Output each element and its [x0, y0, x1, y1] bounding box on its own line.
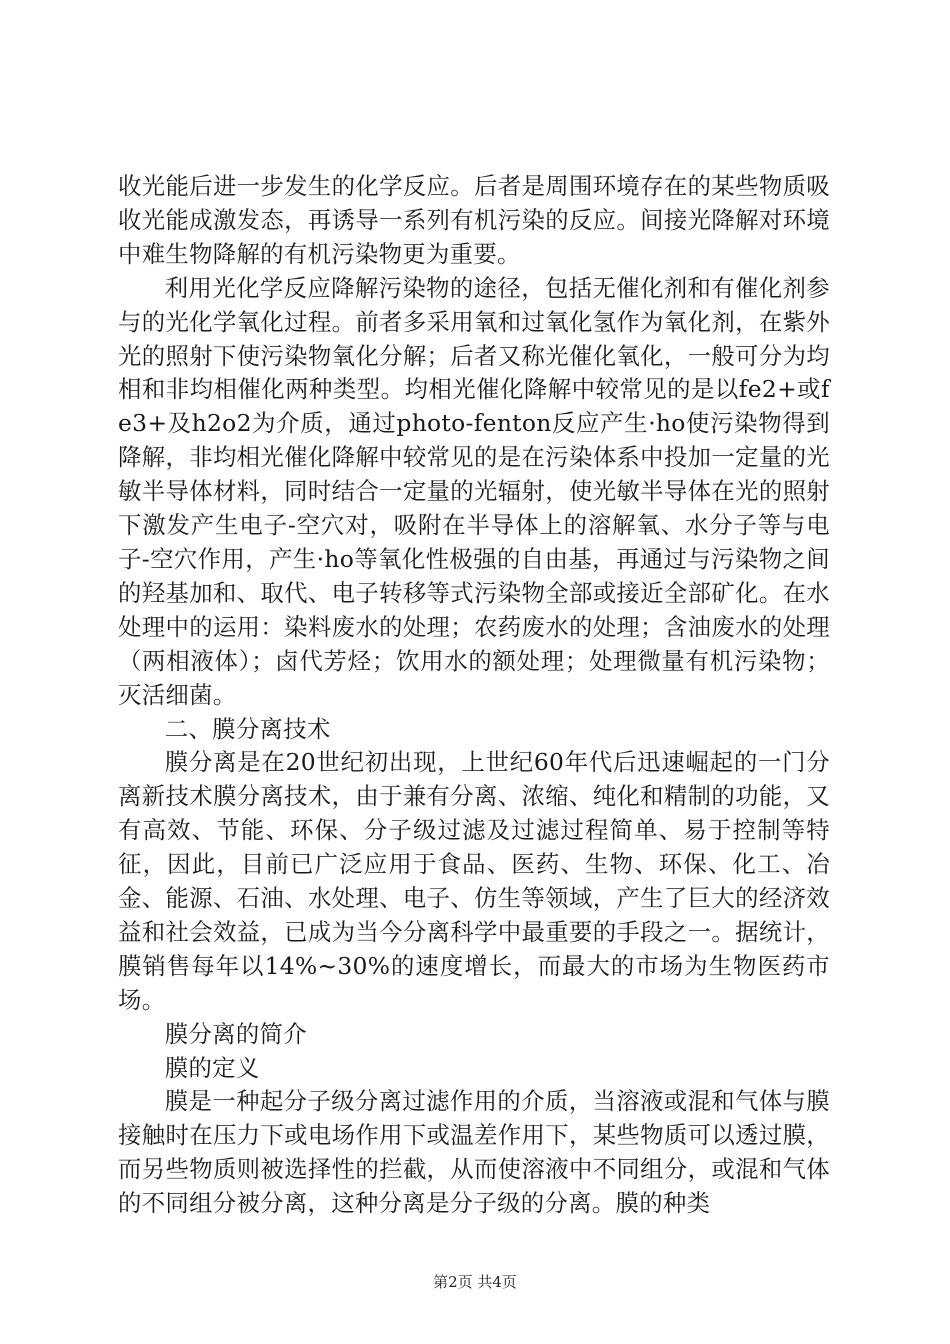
- document-body: [118, 170, 830, 1221]
- paragraph-membrane-definition: 膜是一种起分子级分离过滤作用的介质，当溶液或混和气体与膜接触时在压力下或电场作用下或温差作用下，某些物质可以透过膜，而另些物质则被选择性的拦截，从而使溶液中不同组分，或混和气体的不同组分被分离，这种分离是分子级的分离。膜的种类: [118, 1087, 830, 1218]
- section-heading-membrane-separation: 二、膜分离技术: [164, 714, 331, 743]
- paragraph-indirect-photodegradation: 收光能后进一步发生的化学反应。后者是周围环境存在的某些物质吸收光能成激发态，再诱导一系列有机污染的反应。间接光降解对环境中难生物降解的有机污染物更为重要。: [118, 172, 830, 268]
- paragraph-photochemical-oxidation: 利用光化学反应降解污染物的途径，包括无催化剂和有催化剂参与的光化学氧化过程。前者多采用氧和过氧化氢作为氧化剂，在紫外光的照射下使污染物氧化分解；后者又称光催化氧化，一般可分为均相和非均相催化两种类型。均相光催化降解中较常见的是以fe2+或fe3+及h2o2为介质，通过photo-fenton反应产生·ho使污染物得到降解，非均相光催化降解中较常见的是在污染体系中投加一定量的光敏半导体材料，同时结合一定量的光辐射，使光敏半导体在光的照射下激发产生电子-空穴对，吸附在半导体上的溶解氧、水分子等与电子-空穴作用，产生·ho等氧化性极强的自由基，再通过与污染物之间的羟基加和、取代、电子转移等式污染物全部或接近全部矿化。在水处理中的运用：染料废水的处理；农药废水的处理；含油废水的处理（两相液体）；卤代芳烃；饮用水的额处理；处理微量有机污染物；灭活细菌。: [118, 273, 830, 709]
- subheading-membrane-definition: 膜的定义: [164, 1053, 260, 1082]
- page-number-footer: 第2页 共4页: [433, 1273, 517, 1291]
- paragraph-membrane-separation-overview: 膜分离是在20世纪初出现，上世纪60年代后迅速崛起的一门分离新技术膜分离技术，由于兼有分离、浓缩、纯化和精制的功能，又有高效、节能、环保、分子级过滤及过滤过程简单、易于控制等特征，因此，目前已广泛应用于食品、医药、生物、环保、化工、冶金、能源、石油、水处理、电子、仿生等领域，产生了巨大的经济效益和社会效益，已成为当今分离科学中最重要的手段之一。据统计，膜销售每年以14%~30%的速度增长，而最大的市场为生物医药市场。: [118, 748, 830, 1014]
- subheading-membrane-intro: 膜分离的简介: [164, 1019, 307, 1048]
